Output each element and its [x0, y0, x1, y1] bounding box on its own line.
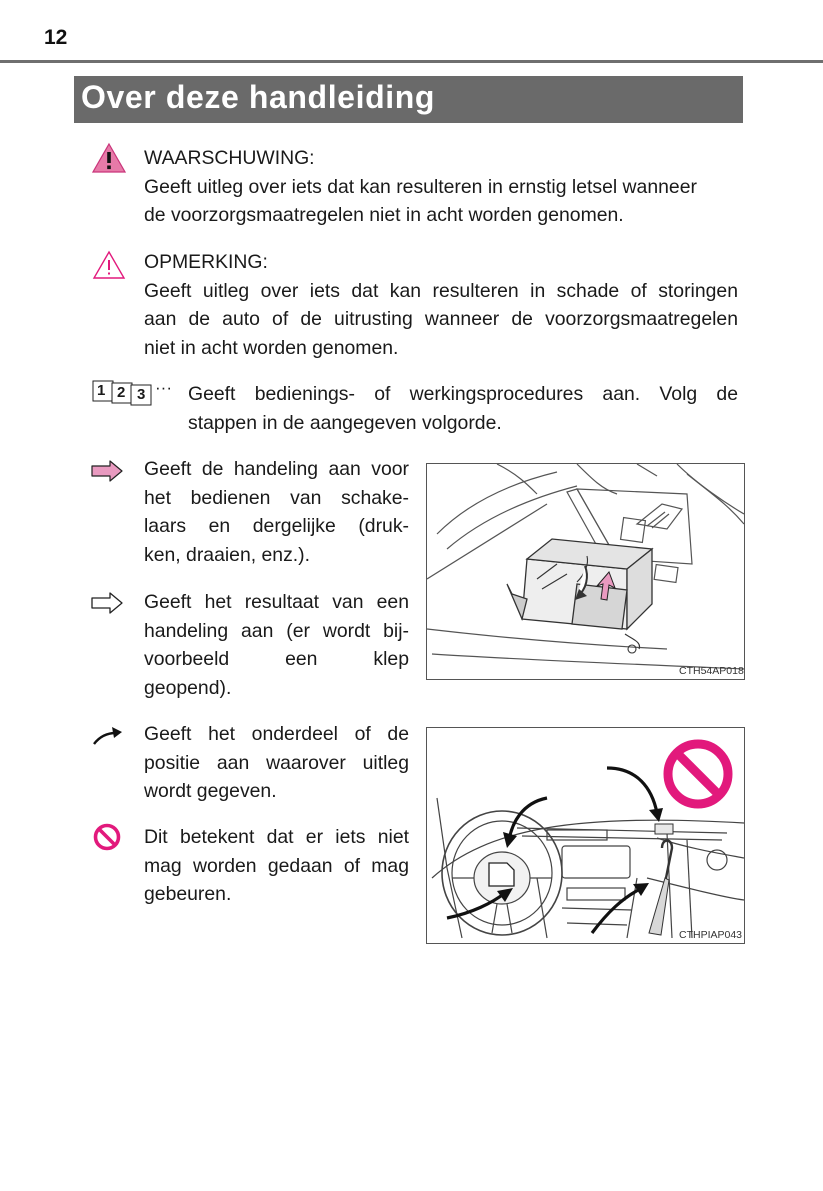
overhead-console-figure — [426, 463, 745, 680]
step-numbers-icon — [92, 378, 160, 406]
dashboard-figure — [426, 727, 745, 944]
operation-text-line: laars en dergelijke (druk- — [144, 515, 409, 538]
step-dots: ··· — [155, 378, 172, 397]
pointer-arrow-icon — [92, 726, 124, 746]
result-text-line: voorbeeld een klep — [144, 648, 409, 671]
step-number: 1 — [97, 382, 106, 399]
prohibited-icon — [92, 822, 122, 852]
notice-block — [144, 248, 738, 362]
warning-block — [144, 144, 744, 230]
warning-text-line: de voorzorgsmaatregelen niet in acht worden genomen. — [144, 204, 624, 227]
notice-text-line: Geeft uitleg over iets dat kan resulteren in schade of storingen — [144, 279, 738, 302]
operation-block — [144, 455, 409, 569]
section-title: Over deze handleiding — [81, 79, 436, 115]
warning-text-line: Geeft uitleg over iets dat kan resulteren in ernstig letsel wanneer — [144, 175, 697, 198]
pointer-text-line: wordt gegeven. — [144, 780, 277, 803]
figure-code: CTHPIAP043 — [679, 929, 743, 941]
pointer-text-line: Geeft het onderdeel of de — [144, 723, 409, 745]
section-title-bar — [74, 76, 743, 123]
notice-outline-triangle-icon — [92, 250, 126, 280]
result-text-line: handeling aan (er wordt bij- — [144, 619, 409, 642]
header-rule — [0, 60, 823, 63]
pointer-text-line: positie aan waarover uitleg — [144, 751, 409, 774]
notice-text-line: niet in acht worden genomen. — [144, 336, 399, 359]
step-number: 2 — [117, 384, 126, 401]
operation-arrow-filled-icon — [90, 460, 124, 482]
operation-text-line: Geeft de handeling aan voor — [144, 458, 409, 480]
overhead-console-illustration — [427, 464, 744, 679]
dashboard-illustration — [427, 728, 744, 943]
steps-text-line: Geeft bedienings- of werkingsprocedures aan. Volg de — [188, 383, 738, 405]
step-number: 3 — [137, 386, 146, 403]
warning-filled-triangle-icon — [92, 142, 126, 174]
steps-text-line: stappen in de aangegeven volgorde. — [188, 411, 502, 434]
operation-text-line: ken, draaien, enz.). — [144, 543, 310, 566]
result-block — [144, 588, 409, 702]
prohibited-text-line: mag worden gedaan of mag — [144, 854, 409, 877]
page-number: 12 — [44, 26, 68, 49]
figure-code: CTH54AP018 — [679, 665, 744, 677]
prohibited-text-line: gebeuren. — [144, 883, 232, 906]
notice-text-line: aan de auto of de uitrusting wanneer de voorzorgsmaatregelen — [144, 308, 738, 331]
result-text-line: geopend). — [144, 676, 232, 699]
pointer-block — [144, 720, 409, 806]
notice-label: OPMERKING: — [144, 251, 268, 273]
result-text-line: Geeft het resultaat van een — [144, 591, 409, 613]
operation-text-line: het bedienen van schake- — [144, 486, 409, 509]
warning-label: WAARSCHUWING: — [144, 147, 315, 169]
steps-block — [188, 380, 738, 437]
result-arrow-outline-icon — [90, 592, 124, 614]
prohibited-block — [144, 823, 409, 909]
prohibited-text-line: Dit betekent dat er iets niet — [144, 826, 409, 848]
